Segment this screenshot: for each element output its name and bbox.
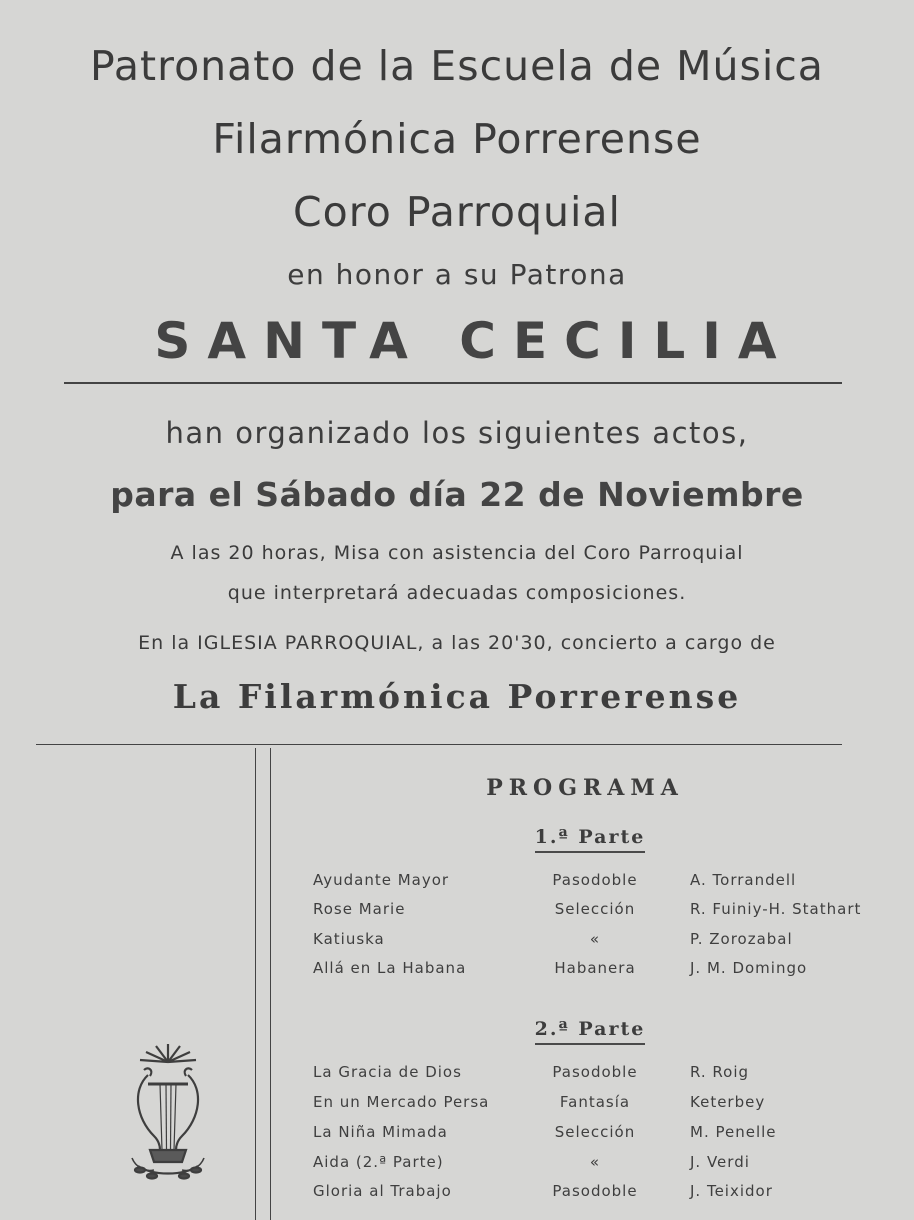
divider-under-title [64, 382, 842, 384]
misa-line-1: A las 20 horas, Misa con asistencia del Coro Parroquial [170, 542, 744, 564]
work-composer: A. Torrandell [690, 871, 797, 889]
event-date: para el Sábado día 22 de Noviembre [110, 475, 804, 514]
program-row [0, 930, 914, 954]
work-type: « [589, 930, 601, 948]
header-line-patronato: Patronato de la Escuela de Música [90, 42, 824, 90]
work-composer: J. M. Domingo [690, 959, 808, 977]
program-row [0, 959, 914, 983]
saint-title: SANTA CECILIA [154, 312, 794, 370]
work-title: Allá en La Habana [313, 959, 467, 977]
work-composer: P. Zorozabal [690, 930, 793, 948]
part-2-title: 2.ª Parte [490, 1018, 690, 1040]
concierto-line: En la IGLESIA PARROQUIAL, a las 20'30, concierto a cargo de [138, 632, 776, 654]
part-1-title: 1.ª Parte [490, 826, 690, 848]
work-type: Selección [554, 900, 636, 918]
work-type: Pasodoble [552, 1063, 638, 1081]
work-composer: R. Fuiniy-H. Stathart [690, 900, 862, 918]
work-title: Rose Marie [313, 900, 406, 918]
work-title: Aida (2.ª Parte) [313, 1153, 444, 1171]
work-composer: J. Verdi [690, 1153, 750, 1171]
program-title: PROGRAMA [486, 775, 684, 801]
program-row [0, 871, 914, 895]
lyre-emblem-icon [118, 1040, 218, 1185]
work-type: Habanera [554, 959, 636, 977]
work-composer: M. Penelle [690, 1123, 777, 1141]
actos-line: han organizado los siguientes actos, [165, 416, 749, 450]
work-title: Ayudante Mayor [313, 871, 450, 889]
work-type: Pasodoble [552, 871, 638, 889]
work-title: Katiuska [313, 930, 385, 948]
header-line-filarmonica: Filarmónica Porrerense [212, 115, 702, 163]
header-line-coro: Coro Parroquial [293, 188, 621, 236]
work-composer: J. Teixidor [690, 1182, 773, 1200]
vertical-rule-left [255, 748, 256, 1220]
work-type: Selección [554, 1123, 636, 1141]
band-name: La Filarmónica Porrerense [172, 677, 742, 716]
program-row [0, 900, 914, 924]
work-title: La Gracia de Dios [313, 1063, 462, 1081]
program-row [0, 1182, 914, 1206]
header-line-honor: en honor a su Patrona [287, 258, 627, 291]
vertical-rule-right [270, 748, 271, 1220]
work-type: « [589, 1153, 601, 1171]
work-type: Pasodoble [552, 1182, 638, 1200]
misa-line-2: que interpretará adecuadas composiciones. [227, 582, 687, 604]
work-title: En un Mercado Persa [313, 1093, 490, 1111]
work-composer: R. Roig [690, 1063, 750, 1081]
work-composer: Keterbey [690, 1093, 766, 1111]
divider-above-program [36, 744, 842, 745]
work-type: Fantasía [559, 1093, 631, 1111]
work-title: La Niña Mimada [313, 1123, 448, 1141]
work-title: Gloria al Trabajo [313, 1182, 452, 1200]
